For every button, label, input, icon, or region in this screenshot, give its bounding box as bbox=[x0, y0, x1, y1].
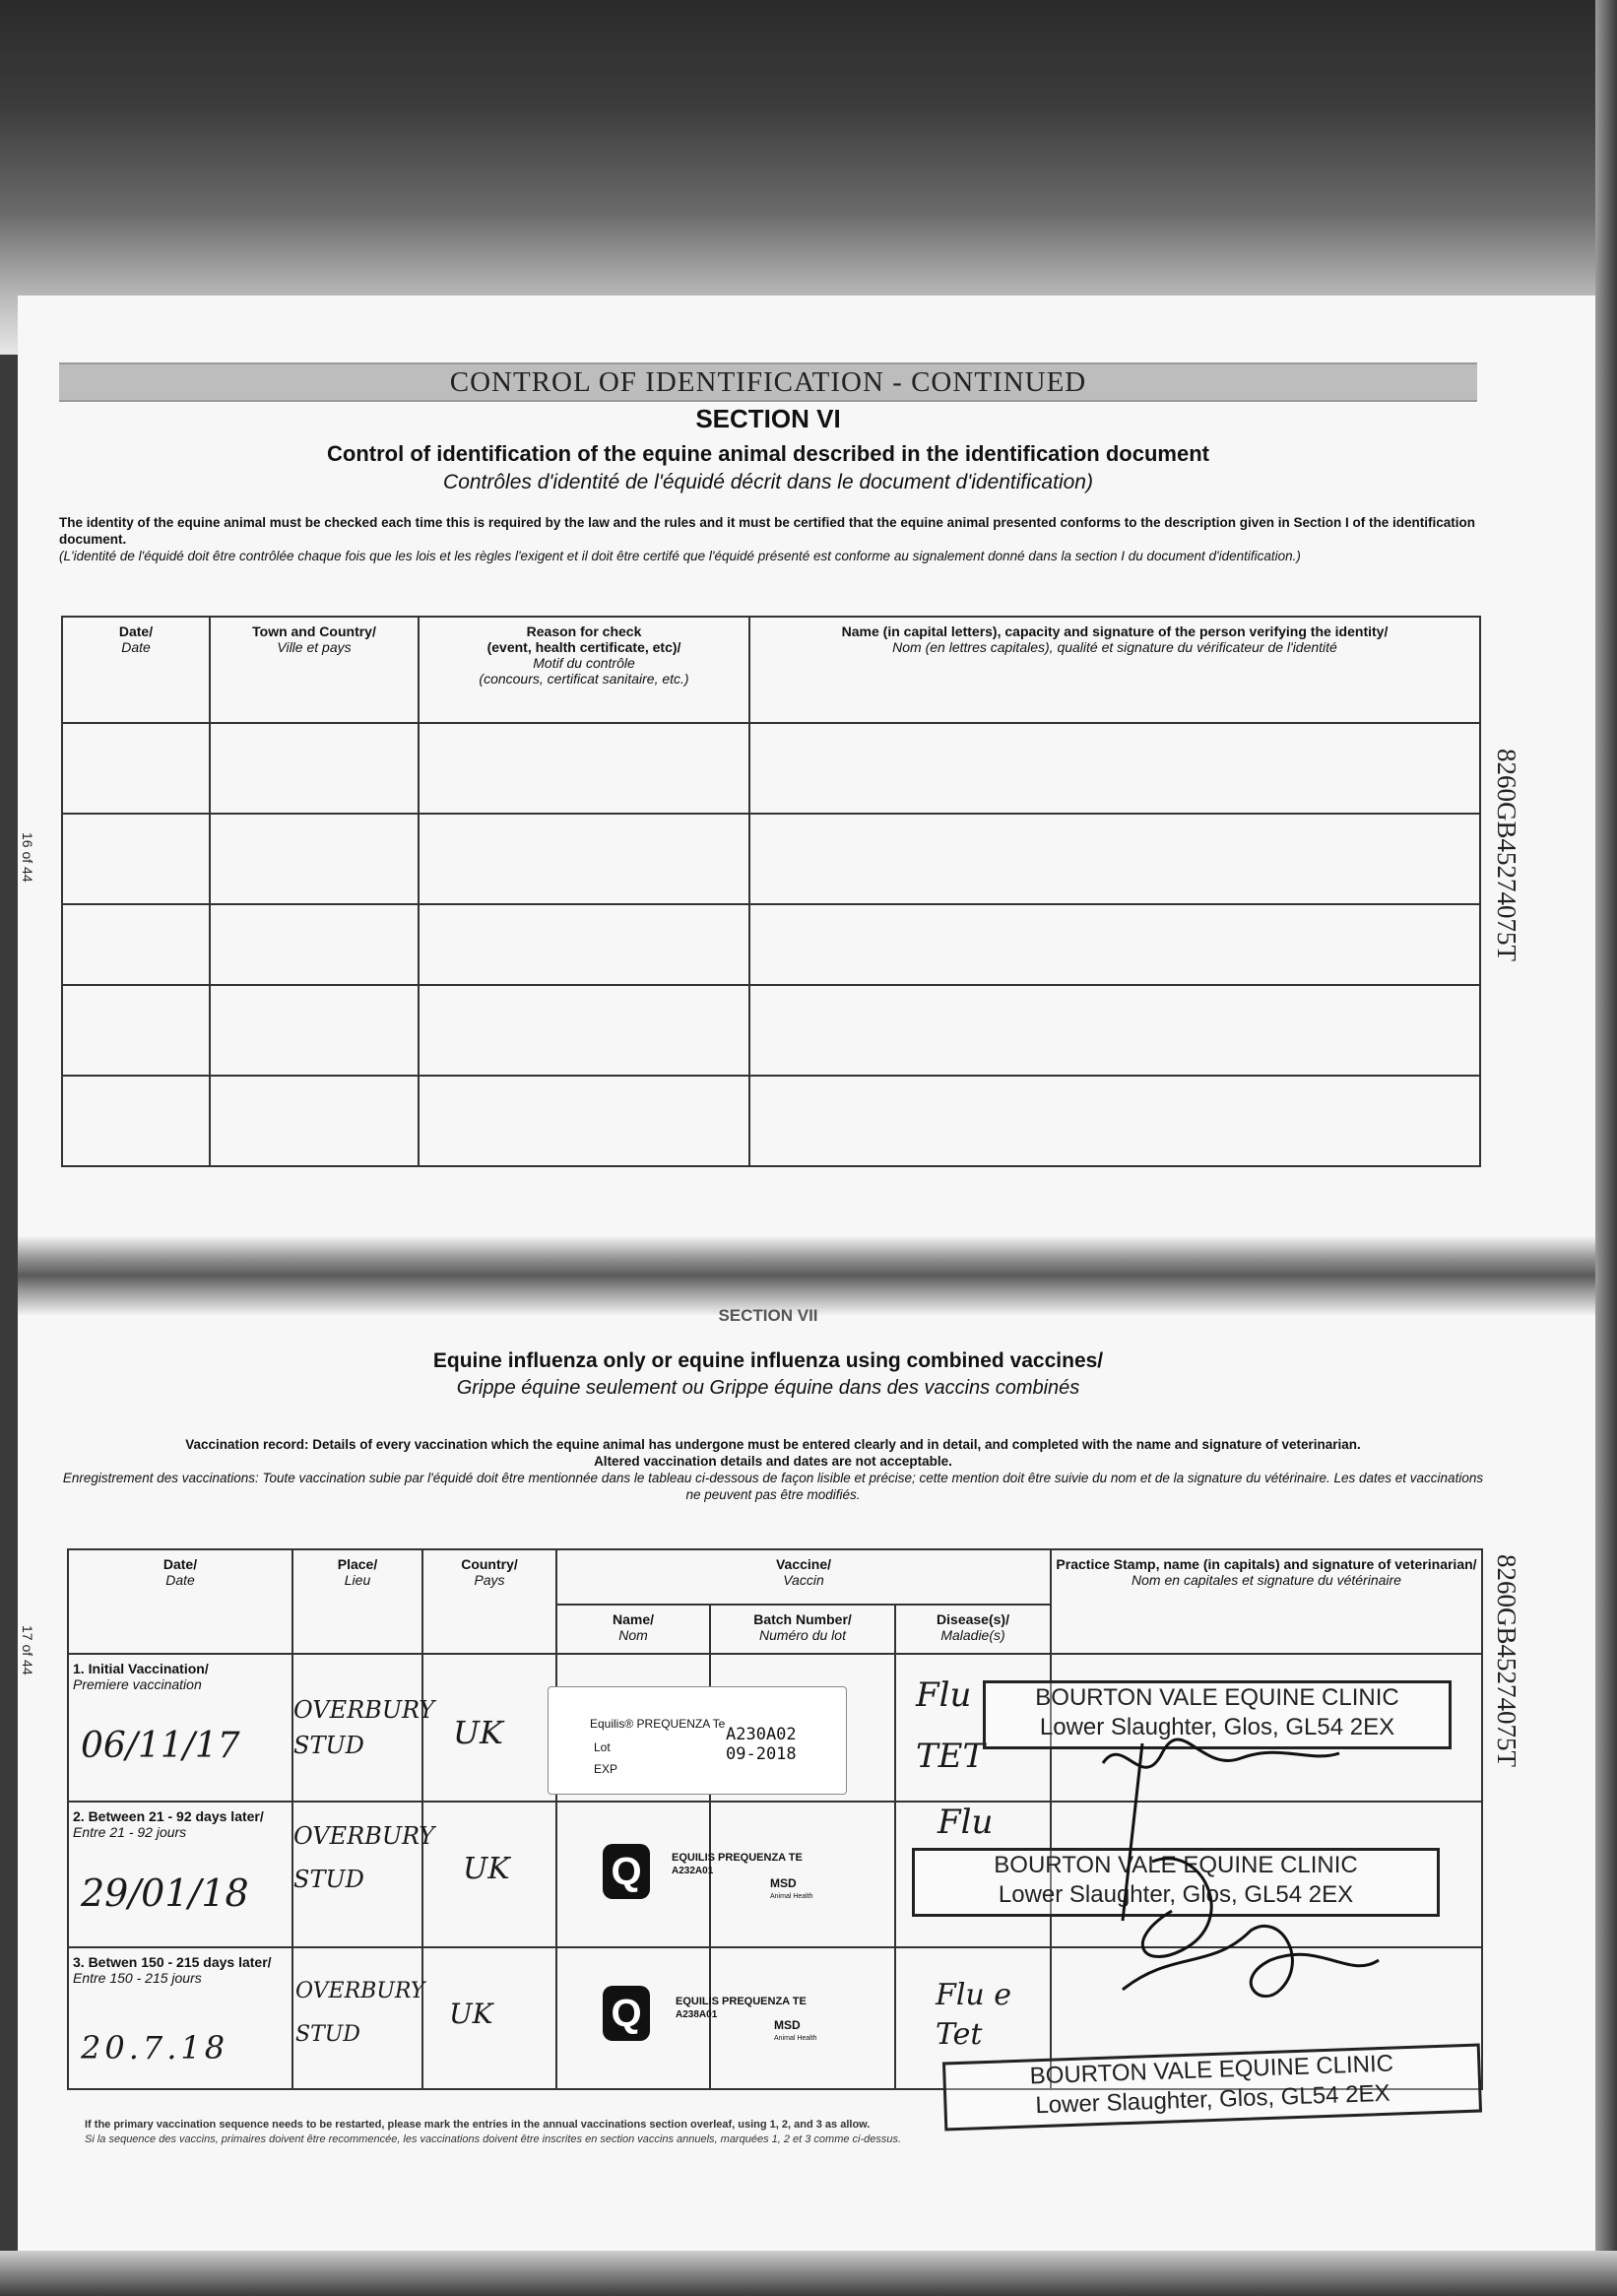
row2-disease: Flu bbox=[938, 1803, 994, 1842]
sticker-exp: EXP bbox=[594, 1762, 618, 1776]
sticker-batch: A230A02 bbox=[726, 1725, 797, 1744]
vacc-header-row1 bbox=[68, 1549, 1482, 1605]
row2-maker-sub: Animal Health bbox=[770, 1893, 813, 1900]
table-row bbox=[62, 904, 1480, 985]
row2-label: 2. Between 21 - 92 days later/ Entre 21 - 92 jours bbox=[68, 1802, 292, 1947]
section7-heading: SECTION VII bbox=[718, 1306, 818, 1325]
row1-disease: Flu TET bbox=[916, 1675, 986, 1776]
veterinarian-signature bbox=[1083, 1724, 1457, 2039]
row3-label: 3. Betwen 150 - 215 days later/ Entre 150 - 215 jours bbox=[68, 1947, 292, 2089]
table-header-row bbox=[62, 617, 1480, 723]
section6-banner bbox=[59, 362, 1477, 402]
section6-title-en: Control of identification of the equine animal described in the identification document bbox=[327, 441, 1209, 466]
table-row bbox=[62, 1076, 1480, 1166]
record-en2: Altered vaccination details and dates are not acceptable. bbox=[594, 1454, 952, 1469]
row1-date: 06/11/17 bbox=[81, 1726, 240, 1766]
section6-intro bbox=[59, 514, 1487, 564]
vaccination-record-intro bbox=[59, 1436, 1487, 1503]
row1-place: OVERBURY STUD bbox=[293, 1696, 435, 1759]
col-verifier: Name (in capital letters), capacity and signature of the person verifying the identity/ Nom (en lettres capitales), qualité et signature du vérificateur de l'identité bbox=[749, 617, 1480, 723]
passport-number-side-2: 8260GB452740​75T bbox=[1492, 1554, 1521, 1767]
section6-title-fr: Contrôles d'identité de l'équidé décrit dans le document d'identification) bbox=[443, 471, 1093, 493]
banner-title: CONTROL OF IDENTIFICATION - CONTINUED bbox=[449, 366, 1087, 398]
table-row bbox=[62, 814, 1480, 904]
row2-date: 29/01/18 bbox=[81, 1871, 249, 1915]
table-row bbox=[62, 723, 1480, 814]
row3-product: EQUILIS PREQUENZA TE bbox=[676, 1996, 807, 2007]
record-fr: Enregistrement des vaccinations: Toute vaccination subie par l'équidé doit être mentionnée dans le tableau ci-dessous de façon lisible et précise; cette mention doit être suivie du nom et de la signature du vétérinaire. Les dates et vaccinations ne peuvent pas être modifiés. bbox=[62, 1471, 1484, 1502]
col-practice-stamp: Practice Stamp, name (in capitals) and signature of veterinarian/ Nom en capitales et signature du vétérinaire bbox=[1051, 1549, 1482, 1654]
col-place: Place/ Lieu bbox=[292, 1549, 422, 1654]
vaccination-footer bbox=[85, 2118, 1069, 2147]
row2-vaccine-logo: Q bbox=[603, 1844, 650, 1899]
footer-en: If the primary vaccination sequence needs to be restarted, please mark the entries in the annual vaccinations section overleaf, using 1, 2, and 3 as allow. bbox=[85, 2119, 871, 2131]
table-row bbox=[62, 985, 1480, 1076]
intro-en: The identity of the equine animal must be checked each time this is required by the law and the rules and it must be certified that the equine animal presented conforms to the description given in Section I of the identification document. bbox=[59, 515, 1476, 547]
row3-clinic-stamp: BOURTON VALE EQUINE CLINIC Lower Slaughter, Glos, GL54 2EX bbox=[942, 2043, 1482, 2131]
page-fold bbox=[18, 1236, 1595, 1315]
row3-vaccine-logo: Q bbox=[603, 1986, 650, 2041]
sticker-lot: Lot bbox=[594, 1740, 611, 1754]
col-reason: Reason for check (event, health certificate, etc)/ Motif du contrôle (concours, certificat sanitaire, etc.) bbox=[419, 617, 749, 723]
row2-clinic-stamp: BOURTON VALE EQUINE CLINIC Lower Slaughter, Glos, GL54 2EX bbox=[912, 1848, 1440, 1917]
row2-product: EQUILIS PREQUENZA TE bbox=[672, 1852, 803, 1864]
col-vaccine: Vaccine/ Vaccin bbox=[556, 1549, 1051, 1605]
row1-vaccine-sticker bbox=[548, 1686, 847, 1795]
col-date: Date/ Date bbox=[62, 617, 210, 723]
sticker-name: Equilis® PREQUENZA Te bbox=[590, 1717, 726, 1731]
row3-maker-sub: Animal Health bbox=[774, 2035, 817, 2042]
record-en: Vaccination record: Details of every vaccination which the equine animal has undergone must be entered clearly and in detail, and completed with the name and signature of veterinarian. bbox=[185, 1437, 1361, 1452]
row3-country: UK bbox=[449, 1998, 493, 2030]
col-country: Country/ Pays bbox=[422, 1549, 556, 1654]
row1-label: 1. Initial Vaccination/ Premiere vaccination bbox=[68, 1654, 292, 1802]
section7-title-en: Equine influenza only or equine influenza using combined vaccines/ bbox=[432, 1349, 1104, 1372]
identity-check-table bbox=[61, 616, 1481, 1167]
section7-title-fr: Grippe équine seulement ou Grippe équine dans des vaccins combinés bbox=[456, 1377, 1080, 1399]
col-vaccine-name: Name/ Nom bbox=[556, 1605, 710, 1654]
row3-batch: A238A01 bbox=[676, 2009, 718, 2020]
sticker-expiry: 09-2018 bbox=[726, 1744, 797, 1764]
row3-date: 20.7.18 bbox=[81, 2029, 229, 2066]
page-number-17: 17 of 44 bbox=[20, 1625, 35, 1675]
col-batch: Batch Number/ Numéro du lot bbox=[710, 1605, 895, 1654]
col-town: Town and Country/ Ville et pays bbox=[210, 617, 419, 723]
scan-shadow-bottom bbox=[0, 2251, 1617, 2296]
row2-maker: MSD bbox=[770, 1876, 797, 1890]
row2-batch: A232A01 bbox=[672, 1866, 714, 1876]
col-disease: Disease(s)/ Maladie(s) bbox=[895, 1605, 1051, 1654]
row1-country: UK bbox=[453, 1714, 503, 1751]
row3-place: OVERBURY STUD bbox=[295, 1979, 425, 2047]
footer-fr: Si la sequence des vaccins, primaires doivent être recommencée, les vaccinations doivent être inscrites en section vaccins annuels, marquées 1, 2 et 3 comme ci-dessus. bbox=[85, 2133, 902, 2145]
intro-fr: (L'identité de l'équidé doit être contrôlée chaque fois que les lois et les règles l'exigent et il doit être certifé que l'équidé présenté est conforme au signalement donné dans la section I du document d'identification.) bbox=[59, 549, 1301, 563]
scan-edge-right bbox=[1595, 0, 1617, 2296]
row2-country: UK bbox=[463, 1852, 510, 1886]
row3-disease: Flu e Tet bbox=[936, 1978, 1012, 2052]
row3-maker: MSD bbox=[774, 2018, 801, 2032]
col-date: Date/ Date bbox=[68, 1549, 292, 1654]
passport-number-side: 8260GB452740​75T bbox=[1492, 749, 1521, 961]
section6-heading: SECTION VI bbox=[695, 404, 841, 433]
row2-place: OVERBURY STUD bbox=[293, 1822, 435, 1893]
page-number-16: 16 of 44 bbox=[20, 832, 35, 883]
row1-clinic-stamp: BOURTON VALE EQUINE CLINIC Lower Slaughter, Glos, GL54 2EX bbox=[983, 1680, 1452, 1749]
